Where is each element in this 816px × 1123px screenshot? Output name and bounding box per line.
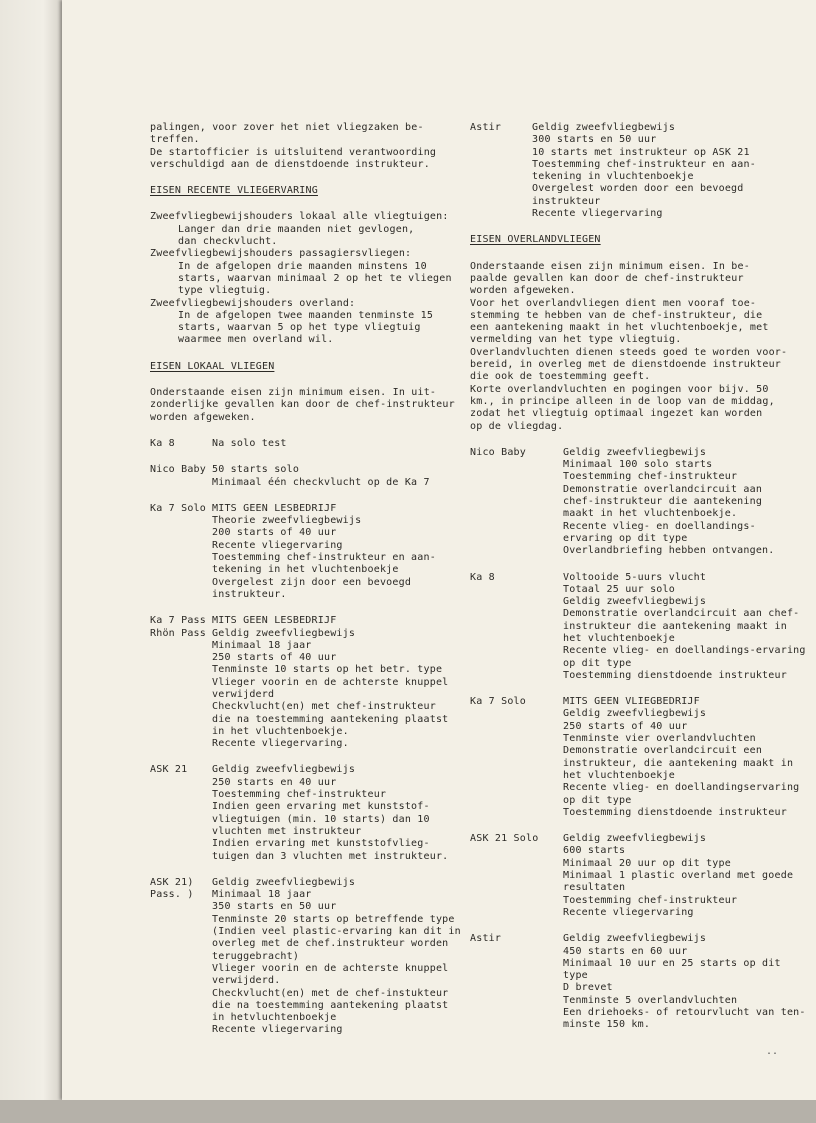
requirement-line: Voltooide 5-uurs vlucht	[563, 571, 707, 583]
requirement-line: Indien ervaring met kunststofvlieg-	[212, 838, 430, 850]
requirement-line: 250 starts of 40 uur	[212, 652, 337, 664]
requirement-line: Recente vliegervaring	[563, 906, 694, 918]
requirement-line: Overlandbriefing hebben ontvangen.	[563, 545, 775, 557]
overland-intro-line: Overlandvluchten dienen steeds goed te worden voor-	[470, 346, 788, 358]
aircraft-name: Astir	[470, 933, 502, 945]
requirement-line: 250 starts en 40 uur	[212, 776, 337, 788]
aircraft-requirement	[470, 696, 810, 819]
overland-intro-line: Onderstaande eisen zijn minimum eisen. In be-	[470, 260, 750, 272]
requirement-line: Checkvlucht(en) met chef-instrukteur	[212, 701, 436, 713]
requirement-line: overleg met de chef.instrukteur worden	[212, 938, 449, 950]
aircraft-name: ASK 21)	[150, 876, 194, 888]
spacer	[150, 171, 465, 185]
requirement-line: chef-instrukteur die aantekening	[563, 496, 763, 508]
overland-intro-line: km., in principe alleen in de loop van de middag,	[470, 395, 775, 407]
requirement-line: Toestemming chef-instrukteur	[563, 471, 738, 483]
requirement-line: instrukteur	[532, 195, 601, 207]
recent-line: dan checkvlucht.	[178, 236, 278, 248]
intro-line: De startofficier is uitsluitend verantwoording	[150, 146, 437, 158]
requirement-line: Indien geen ervaring met kunststof-	[212, 801, 430, 813]
requirement-line: Toestemming chef-instrukteur en aan-	[212, 552, 436, 564]
spacer	[470, 682, 810, 696]
requirement-line: Tenminste vier overlandvluchten	[563, 733, 756, 745]
requirement-line: Toestemming chef-instrukteur	[563, 894, 738, 906]
requirement-list	[563, 696, 810, 819]
requirement-line: het vluchtenboekje	[563, 769, 675, 781]
aircraft-name: Astir	[470, 122, 502, 133]
requirement-line: vliegtuigen (min. 10 starts) dan 10	[212, 813, 430, 825]
requirement-line: 50 starts solo	[212, 464, 300, 476]
requirement-line: Geldig zweefvliegbewijs	[563, 708, 707, 720]
requirement-line: instrukteur die aantekening maakt in	[563, 620, 787, 632]
requirement-line: verwijderd.	[212, 975, 281, 987]
requirement-line: Minimaal 10 uur en 25 starts op dit	[563, 957, 781, 969]
requirement-line: Geldig zweefvliegbewijs	[212, 876, 356, 888]
aircraft-name: ASK 21	[150, 764, 188, 776]
requirement-line: 300 starts en 50 uur	[532, 134, 657, 146]
requirement-line: Recente vlieg- en doellandings-ervaring	[563, 645, 806, 657]
overland-intro-line: worden afgeweken.	[470, 285, 576, 297]
local-intro-line: worden afgeweken.	[150, 411, 256, 423]
requirement-line: het vluchtenboekje	[563, 632, 675, 644]
aircraft-label	[470, 696, 563, 819]
overland-intro-line: een aantekening maakt in het vluchtenboekje, met	[470, 322, 769, 334]
requirement-list	[212, 503, 465, 601]
local-intro-line: zonderlijke gevallen kan door de chef-instrukteur	[150, 399, 455, 411]
aircraft-requirement	[150, 615, 465, 750]
section-heading-recent: EISEN RECENTE VLIEGERVARING	[150, 185, 318, 197]
requirement-line: Recente vliegervaring.	[212, 738, 349, 750]
requirement-list	[212, 438, 465, 450]
requirement-line: in hetvluchtenboekje	[212, 1012, 337, 1024]
spacer	[470, 433, 810, 447]
requirement-line: Overgelest zijn door een bevoegd	[212, 576, 412, 588]
aircraft-label	[470, 833, 563, 919]
overland-intro-line: vermelding van het type vliegtuig.	[470, 334, 682, 346]
requirement-line: Minimaal 100 solo starts	[563, 459, 713, 471]
requirement-line: Recente vliegervaring	[532, 208, 663, 220]
aircraft-requirement	[470, 933, 810, 1031]
aircraft-label	[470, 122, 532, 220]
recent-line: starts, waarvan minimaal 2 op het te vliegen	[178, 272, 452, 284]
aircraft-name: ASK 21 Solo	[470, 833, 539, 845]
overland-intro-line: stemming te hebben van de chef-instrukteur, die	[470, 309, 763, 321]
recent-line: Zweefvliegbewijshouders lokaal alle vliegtuigen:	[150, 211, 449, 223]
aircraft-requirement	[150, 764, 465, 862]
right-column	[470, 122, 810, 1032]
requirement-list	[563, 447, 810, 558]
requirement-line: Geldig zweefvliegbewijs	[563, 596, 707, 608]
requirement-line: Theorie zweefvliegbewijs	[212, 515, 362, 527]
requirement-line: type	[563, 970, 588, 982]
aircraft-label	[470, 933, 563, 1031]
requirement-line: die na toestemming aantekening plaatst	[212, 713, 449, 725]
recent-line: In de afgelopen drie maanden minstens 10	[178, 260, 427, 272]
requirement-line: Overgelest worden door een bevoegd	[532, 183, 744, 195]
intro-line: palingen, voor zover het niet vliegzaken be-	[150, 122, 424, 133]
requirement-line: 200 starts of 40 uur	[212, 527, 337, 539]
aircraft-requirement	[150, 464, 465, 489]
requirement-line: Demonstratie overlandcircuit aan chef-	[563, 608, 800, 620]
requirement-line: Minimaal 20 uur op dit type	[563, 857, 731, 869]
spacer	[150, 197, 465, 211]
spacer	[150, 601, 465, 615]
requirement-line: Tenminste 5 overlandvluchten	[563, 994, 738, 1006]
aircraft-label	[470, 572, 563, 683]
requirement-line: instrukteur.	[212, 588, 287, 600]
aircraft-name: Ka 7 Pass	[150, 615, 206, 627]
requirement-line: die na toestemming aantekening plaatst	[212, 999, 449, 1011]
requirement-line: Minimaal één checkvlucht op de Ka 7	[212, 476, 430, 488]
requirement-line: Minimaal 18 jaar	[212, 639, 312, 651]
overland-intro-line: zodat het vliegtuig optimaal ingezet kan worden	[470, 408, 763, 420]
aircraft-label	[150, 438, 212, 450]
requirement-list	[563, 572, 810, 683]
requirement-line: op dit type	[563, 657, 632, 669]
left-column	[150, 122, 465, 1037]
aircraft-name: Ka 7 Solo	[470, 696, 526, 708]
requirement-line: minste 150 km.	[563, 1019, 651, 1031]
overland-intro-line: Voor het overlandvliegen dient men vooraf toe-	[470, 297, 757, 309]
spacer	[150, 863, 465, 877]
spacer	[150, 489, 465, 503]
requirement-line: Geldig zweefvliegbewijs	[212, 627, 356, 639]
requirement-line: tekening in het vluchtenboekje	[212, 564, 399, 576]
requirement-line: 250 starts of 40 uur	[563, 720, 688, 732]
requirement-line: Toestemming dienstdoende instrukteur	[563, 669, 787, 681]
overland-intro-line: Korte overlandvluchten en pogingen voor bijv. 50	[470, 383, 769, 395]
overland-intro-line: bereid, in overleg met de dienstdoende instrukteur	[470, 359, 782, 371]
overland-intro-line: paalde gevallen kan door de chef-instrukteur	[470, 272, 744, 284]
requirement-line: verwijderd	[212, 688, 275, 700]
aircraft-requirement	[470, 833, 810, 919]
spacer	[150, 424, 465, 438]
requirement-line: Recente vliegervaring	[212, 1024, 343, 1036]
requirement-line: Toestemming dienstdoende instrukteur	[563, 806, 787, 818]
requirement-line: MITS GEEN VLIEGBEDRIJF	[563, 696, 700, 708]
spacer	[470, 819, 810, 833]
requirement-line: Demonstratie overlandcircuit aan	[563, 483, 763, 495]
aircraft-name: Ka 8	[150, 437, 175, 449]
requirement-line: Geldig zweefvliegbewijs	[563, 833, 707, 845]
recent-line: starts, waarvan 5 op het type vliegtuig	[178, 322, 421, 334]
aircraft-name: Ka 8	[470, 571, 495, 583]
spacer	[470, 558, 810, 572]
spacer	[470, 220, 810, 234]
spacer	[150, 347, 465, 361]
aircraft-name: Nico Baby	[470, 446, 526, 458]
requirement-line: Recente vlieg- en doellandings-	[563, 520, 756, 532]
requirement-line: Demonstratie overlandcircuit een	[563, 745, 763, 757]
requirement-line: Geldig zweefvliegbewijs	[212, 764, 356, 776]
requirement-line: Geldig zweefvliegbewijs	[563, 446, 707, 458]
page-binding-edge	[0, 0, 62, 1100]
section-heading-local: EISEN LOKAAL VLIEGEN	[150, 360, 275, 372]
recent-line: Zweefvliegbewijshouders overland:	[150, 297, 356, 309]
recent-line: Langer dan drie maanden niet gevlogen,	[178, 223, 415, 235]
requirement-line: Geldig zweefvliegbewijs	[563, 933, 707, 945]
requirement-line: teruggebracht)	[212, 950, 300, 962]
requirement-line: op dit type	[563, 794, 632, 806]
requirement-list	[212, 764, 465, 862]
aircraft-label	[150, 877, 212, 1037]
spacer	[470, 247, 810, 261]
aircraft-requirement	[470, 122, 810, 220]
spacer	[150, 450, 465, 464]
requirement-line: Checkvlucht(en) met de chef-instukteur	[212, 987, 449, 999]
requirement-list	[532, 122, 810, 220]
requirement-list	[563, 933, 810, 1031]
requirement-line: Recente vlieg- en doellandingservaring	[563, 782, 800, 794]
aircraft-name: Nico Baby	[150, 464, 206, 476]
local-intro-line: Onderstaande eisen zijn minimum eisen. In uit-	[150, 387, 437, 399]
spacer	[150, 750, 465, 764]
requirement-line: Recente vliegervaring	[212, 539, 343, 551]
requirement-line: Toestemming chef-instrukteur	[212, 789, 387, 801]
requirement-line: Vlieger voorin en de achterste knuppel	[212, 676, 449, 688]
intro-line: verschuldigd aan de dienstdoende instrukteur.	[150, 158, 430, 170]
scan-background-strip	[0, 1100, 816, 1123]
requirement-line: 350 starts en 50 uur	[212, 901, 337, 913]
requirement-line: MITS GEEN LESBEDRIJF	[212, 615, 337, 627]
requirement-list	[212, 615, 465, 750]
requirement-line: instrukteur, die aantekening maakt in	[563, 757, 794, 769]
requirement-line: Geldig zweefvliegbewijs	[532, 122, 676, 133]
spacer	[150, 373, 465, 387]
requirement-line: ervaring op dit type	[563, 532, 688, 544]
requirement-line: in het vluchtenboekje.	[212, 725, 349, 737]
requirement-line: vluchten met instrukteur	[212, 825, 362, 837]
requirement-line: maakt in het vluchtenboekje.	[563, 508, 738, 520]
requirement-line: Totaal 25 uur solo	[563, 583, 675, 595]
requirement-line: Vlieger voorin en de achterste knuppel	[212, 962, 449, 974]
recent-line: type vliegtuig.	[178, 285, 272, 297]
requirement-line: tuigen dan 3 vluchten met instrukteur.	[212, 850, 449, 862]
ink-mark: ..	[766, 1046, 779, 1057]
requirement-line: Tenminste 10 starts op het betr. type	[212, 664, 443, 676]
overland-intro-line: op de vliegdag.	[470, 420, 564, 432]
spacer	[470, 919, 810, 933]
aircraft-name: Pass. )	[150, 889, 194, 901]
requirement-line: Tenminste 20 starts op betreffende type	[212, 913, 455, 925]
overland-intro-line: die ook de toestemming geeft.	[470, 371, 651, 383]
aircraft-requirement	[470, 447, 810, 558]
section-heading-overland: EISEN OVERLANDVLIEGEN	[470, 234, 601, 246]
requirement-line: Minimaal 1 plastic overland met goede	[563, 870, 794, 882]
aircraft-requirement	[150, 438, 465, 450]
requirement-line: 10 starts met instrukteur op ASK 21	[532, 146, 750, 158]
aircraft-name: Rhön Pass	[150, 627, 206, 639]
recent-line: waarmee men overland wil.	[178, 334, 334, 346]
intro-line: treffen.	[150, 134, 200, 146]
aircraft-requirement	[150, 503, 465, 601]
aircraft-requirement	[470, 572, 810, 683]
aircraft-label	[150, 503, 212, 601]
requirement-line: 600 starts	[563, 845, 626, 857]
aircraft-label	[150, 615, 212, 750]
aircraft-name: Ka 7 Solo	[150, 502, 206, 514]
requirement-line: Minimaal 18 jaar	[212, 889, 312, 901]
recent-line: In de afgelopen twee maanden tenminste 15	[178, 309, 434, 321]
requirement-line: 450 starts en 60 uur	[563, 945, 688, 957]
requirement-line: D brevet	[563, 982, 613, 994]
requirement-line: resultaten	[563, 882, 626, 894]
requirement-list	[212, 464, 465, 489]
recent-line: Zweefvliegbewijshouders passagiersvliegen:	[150, 248, 412, 260]
requirement-line: Na solo test	[212, 437, 287, 449]
requirement-line: MITS GEEN LESBEDRIJF	[212, 502, 337, 514]
requirement-line: tekening in vluchtenboekje	[532, 171, 694, 183]
requirement-line: Toestemming chef-instrukteur en aan-	[532, 158, 756, 170]
aircraft-requirement	[150, 877, 465, 1037]
requirement-list	[212, 877, 465, 1037]
aircraft-label	[150, 464, 212, 489]
requirement-line: Een driehoeks- of retourvlucht van ten-	[563, 1007, 806, 1018]
aircraft-label	[150, 764, 212, 862]
requirement-list	[563, 833, 810, 919]
aircraft-label	[470, 447, 563, 558]
requirement-line: (Indien veel plastic-ervaring kan dit in	[212, 926, 461, 938]
